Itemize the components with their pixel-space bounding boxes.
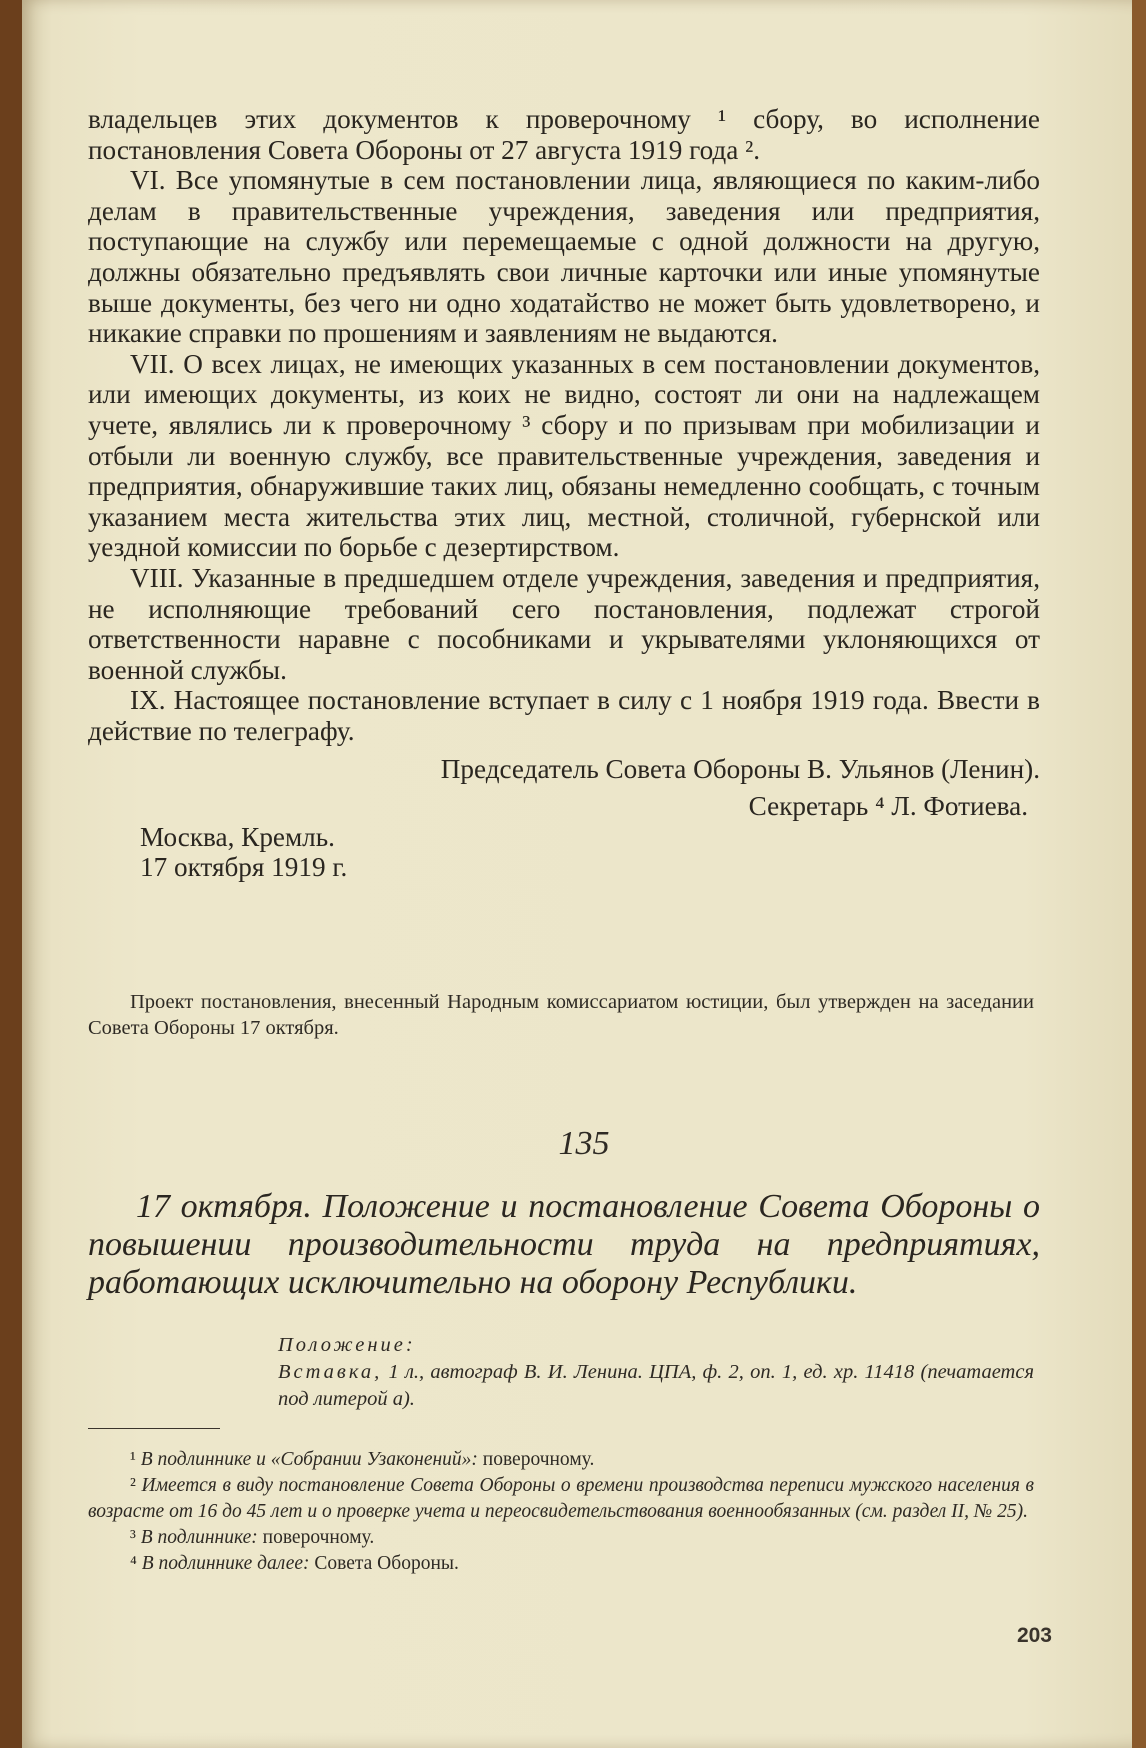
source-label: Положение: bbox=[278, 1334, 416, 1356]
date: 17 октября 1919 г. bbox=[140, 852, 348, 883]
source-text: 1 л., автограф В. И. Ленина. ЦПА, ф. 2, оп. 1, ед. хр. 11418 (печатается под литерой а). bbox=[278, 1361, 1034, 1410]
footnote: ³ В подлиннике: поверочному. bbox=[130, 1527, 375, 1548]
document-heading: 17 октября. Положение и постановление Совета Обороны о повышении производительности труда на предприятиях, работающих исключительно на оборону Республики. bbox=[88, 1188, 1040, 1301]
paragraph-continuation: владельцев этих документов к проверочному ¹ сбору, во исполнение постановления Совета Обороны от 27 августа 1919 года ². bbox=[88, 104, 1040, 165]
footnote-rule bbox=[88, 1428, 220, 1429]
signature-chairman: Председатель Совета Обороны В. Ульянов (Ленин). bbox=[440, 754, 1040, 785]
signature-secretary: Секретарь ⁴ Л. Фотиева. bbox=[748, 791, 1028, 822]
footnote: ² Имеется в виду постановление Совета Обороны о времени производства переписи мужского населения в возрасте от 16 до 45 лет и о проверке учета и переосвидетельствования военнообязанных (см. раздел II, № 25). bbox=[88, 1475, 1035, 1522]
paragraph-ix: IX. Настоящее постановление вступает в силу с 1 ноября 1919 года. Ввести в действие по телеграфу. bbox=[88, 685, 1040, 746]
editorial-note: Проект постановления, внесенный Народным комиссариатом юстиции, был утвержден на заседании Совета Обороны 17 октября. bbox=[88, 991, 1034, 1039]
page-number: 203 bbox=[1016, 1624, 1052, 1647]
page-edge bbox=[1132, 0, 1146, 1748]
footnote: ¹ В подлиннике и «Собрании Узаконений»: поверочному. bbox=[130, 1449, 595, 1470]
paragraph-viii: VIII. Указанные в предшедшем отделе учреждения, заведения и предприятия, не исполняющие требований сего постановления, подлежат строгой ответственности наравне с пособниками и укрывателями уклоняющихся от военной службы. bbox=[88, 562, 1040, 685]
paragraph-vii: VII. О всех лицах, не имеющих указанных в сем постановлении документов, или имеющих документы, из коих не видно, состоят ли они на надлежащем учете, являлись ли к проверочному ³ сбору и по призывам при мобилизации и отбыли ли военную службу, все правительственные учреждения, заведения и предприятия, обнаружившие таких лиц, обязаны немедленно сообщать, с точным указанием места жительства этих лиц, местной, столичной, губернской или уездной комиссии по борьбе с дезертирством. bbox=[88, 348, 1040, 563]
book-page bbox=[22, 0, 1146, 1748]
footnotes bbox=[88, 1447, 1034, 1577]
main-text bbox=[88, 104, 1040, 883]
source-kind: Вставка, bbox=[278, 1361, 383, 1383]
place: Москва, Кремль. bbox=[140, 821, 335, 852]
source-reference bbox=[88, 1332, 1034, 1413]
document-number: 135 bbox=[558, 1125, 610, 1162]
paragraph-vi: VI. Все упомянутые в сем постановлении лица, являющиеся по каким-либо делам в правительственные учреждения, заведения или предприятия, поступающие на службу или перемещаемые с одной должности на другую, должны обязательно предъявлять свои личные карточки или иные упомянутые выше документы, без чего ни одно ходатайство не может быть удовлетворено, и никакие справки по прошениям и заявлениям не выдаются. bbox=[88, 165, 1040, 349]
footnote: ⁴ В подлиннике далее: Совета Обороны. bbox=[130, 1553, 459, 1574]
